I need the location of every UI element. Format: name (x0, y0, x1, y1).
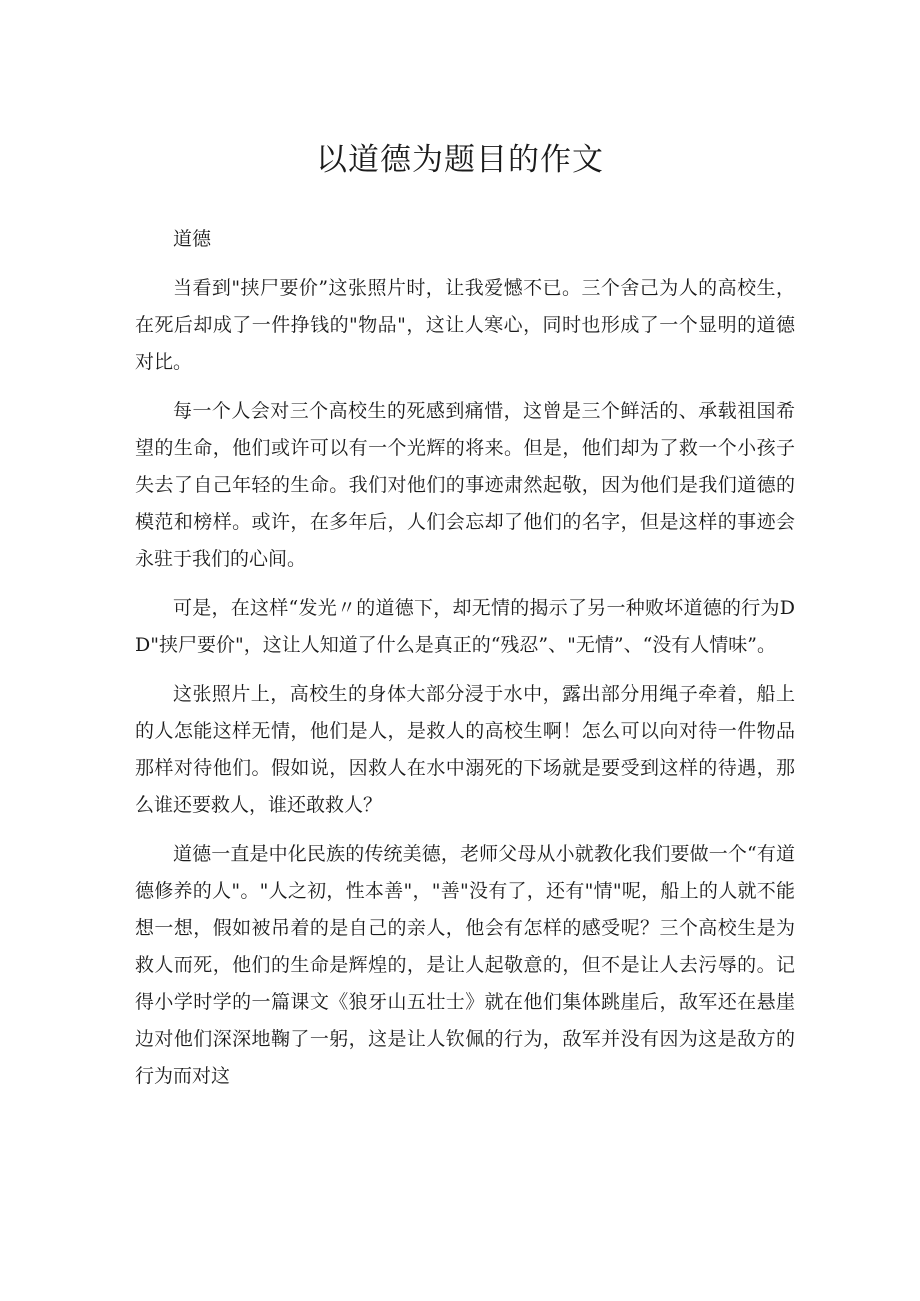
document-title: 以道德为题目的作文 (316, 142, 604, 178)
paragraph-3: 可是，在这样“发光〃的道德下，却无情的揭示了另一种败坏道德的行为DD"挟尸要价"，这让人知道了什么是真正的“残忍”、"无情”、“没有人情味”。 (135, 597, 795, 656)
paragraph-2: 每一个人会对三个高校生的死感到痛惜，这曾是三个鲜活的、承载祖国希望的生命，他们或许可以有一个光辉的将来。但是，他们却为了救一个小孩子失去了自己年轻的生命。我们对他们的事迹肃然起敬，因为他们是我们道德的模范和榜样。或许，在多年后，人们会忘却了他们的名字，但是这样的事迹会永驻于我们的心间。 (135, 400, 795, 570)
essay-heading: 道德 (173, 228, 212, 250)
paragraph-4: 这张照片上，高校生的身体大部分浸于水中，露出部分用绳子牵着，船上的人怎能这样无情，他们是人，是救人的高校生啊！怎么可以向对待一件物品那样对待他们。假如说，因救人在水中溺死的下场就是要受到这样的待遇，那么谁还要救人，谁还敢救人？ (135, 683, 795, 816)
paragraph-5: 道德一直是中化民族的传统美德，老师父母从小就教化我们要做一个“有道德修养的人"。"人之初，性本善"，"善"没有了，还有"情"呢，船上的人就不能想一想，假如被吊着的是自己的亲人，他会有怎样的感受呢？三个高校生是为救人而死，他们的生命是辉煌的，是让人起敬意的，但不是让人去污辱的。记得小学时学的一篇课文《狼牙山五壮士》就在他们集体跳崖后，敌军还在悬崖边对他们深深地鞠了一躬，这是让人钦佩的行为，敌军并没有因为这是敌方的行为而对这 (135, 843, 795, 1087)
document-body (135, 221, 795, 1107)
paragraph-1: 当看到"挟尸要价”这张照片时，让我爱憾不已。三个舍己为人的高校生，在死后却成了一件挣钱的"物品"，这让人寒心，同时也形成了一个显明的道德对比。 (135, 277, 795, 373)
